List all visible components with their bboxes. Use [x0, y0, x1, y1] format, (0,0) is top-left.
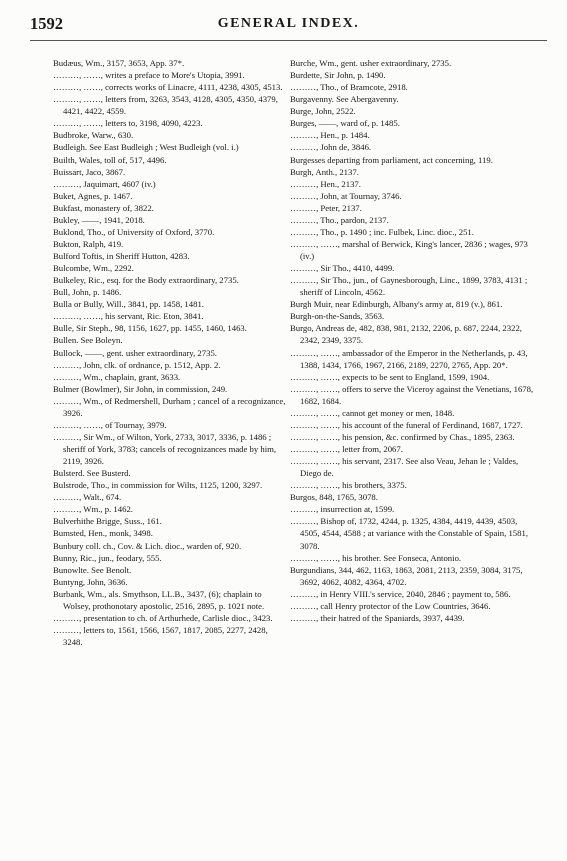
index-entry: Burgh Muir, near Edinburgh, Albany's army at, 819 (v.), 861. — [290, 299, 503, 310]
index-entry: Bunbury coll. ch., Cov. & Lich. dioc., warden of, 920. — [53, 540, 242, 551]
index-entry: ………, ……, his servant, Ric. Eton, 3841. — [53, 311, 204, 322]
index-entry: ………, John de, 3846. — [290, 142, 372, 153]
index-entry: ………, ……, marshal of Berwick, King's lancer, 2836 ; wages, 973 (iv.) — [290, 238, 528, 261]
index-entry: ………, ……, letter from, 2067. — [290, 444, 403, 454]
index-entry: Burgundians, 344, 462, 1163, 1863, 2081, 2113, 2359, 3084, 3175, 3692, 4062, 4082, 4364, 4702. — [290, 564, 523, 587]
index-entry: ………, presentation to ch. of Arthurhede, Carlisle dioc., 3423. — [53, 612, 273, 623]
index-entry: ………, ……, expects to be sent to England, 1599, 1904. — [290, 371, 490, 382]
index-entry: ………, Jaquimart, 4607 (iv.) — [53, 178, 156, 189]
index-entry: ………, ……, his brother. See Fonseca, Antonio. — [290, 552, 462, 563]
index-entry: Bunny, Ric., jun., feodary, 555. — [53, 552, 162, 563]
index-entry: Burgavenny. See Abergavenny. — [290, 94, 399, 105]
index-entry: ………, letters to, 1561, 1566, 1567, 1817, 2085, 2277, 2428, 3248. — [53, 624, 268, 647]
index-entry: Bumsted, Hen., monk, 3498. — [53, 528, 153, 539]
index-entry: ………, John, clk. of ordnance, p. 1512, App. 2. — [53, 359, 221, 370]
index-entry: Bulle, Sir Steph., 98, 1156, 1627, pp. 1455, 1460, 1463. — [53, 323, 247, 334]
index-entry: Bullen. See Boleyn. — [53, 335, 123, 346]
index-entry: ………, ……, his account of the funeral of Ferdinand, 1687, 1727. — [290, 419, 523, 430]
index-entry: ………, in Henry VIII.'s service, 2040, 2846 ; payment to, 586. — [290, 588, 511, 599]
index-entry: Bulla or Bully, Will., 3841, pp. 1458, 1481. — [53, 299, 204, 310]
index-entry: Burge, John, 2522. — [290, 106, 356, 117]
index-entry: ………, ……, of Tournay, 3979. — [53, 419, 167, 430]
index-entry: ………, Tho., of Bramcote, 2918. — [290, 82, 408, 93]
index-entry: ………, ……, his pension, &c. confirmed by Chas., 1895, 2363. — [290, 431, 515, 442]
index-entry: Bulford Toftis, in Sheriff Hutton, 4283. — [53, 251, 190, 261]
index-entry: ………, ……, letters to, 3198, 4090, 4223. — [53, 118, 203, 129]
index-entry: Burgh-on-the-Sands, 3563. — [290, 311, 385, 322]
index-entry: ………, Peter, 2137. — [290, 202, 362, 213]
index-entry: Bulstrode, Tho., in commission for Wilts, 1125, 1200, 3297. — [53, 480, 263, 491]
index-entry: ………, ……, ambassador of the Emperor in the Netherlands, p. 43, 1388, 1434, 1766, 1967, 2166, 2189, 2270, 2765, App. 20*. — [290, 347, 528, 370]
index-entry: Burche, Wm., gent. usher extraordinary, 2735. — [290, 58, 452, 68]
page-number: 1592 — [30, 14, 63, 33]
index-entry: Burbank, Wm., als. Smythson, LL.B., 3437, (6); chaplain to Wolsey, prothonotary apostolic, 2516, 2895, p. 1021 note. — [53, 588, 265, 611]
index-entry: Burges, ——, ward of, p. 1485. — [290, 118, 400, 129]
index-entry: Bukfast, monastery of, 3822. — [53, 202, 154, 213]
index-entry: ………, Bishop of, 1732, 4244, p. 1325, 4384, 4419, 4439, 4503, 4505, 4544, 4588 ; at variance with the Constable of Spain, 1581, 3078. — [290, 516, 529, 551]
index-entry: ………, insurrection at, 1599. — [290, 504, 395, 515]
index-entry: Bunowlte. See Benolt. — [53, 564, 132, 575]
right-column — [290, 57, 536, 624]
index-entry: ………, Hen., 2137. — [290, 178, 361, 189]
index-entry: ………, Wm., p. 1462. — [53, 504, 133, 515]
index-entry: ………, ……, his brothers, 3375. — [290, 480, 407, 491]
index-entry: Buklond, Tho., of University of Oxford, 3770. — [53, 226, 215, 237]
page-header — [30, 14, 547, 40]
index-entry: Builth, Wales, toll of, 517, 4496. — [53, 154, 167, 165]
index-entry: Bullock, ——, gent. usher extraordinary, 2735. — [53, 347, 217, 358]
index-entry: ………, Wm., chaplain, grant, 3633. — [53, 371, 181, 382]
index-entry: ………, Sir Tho., 4410, 4499. — [290, 263, 395, 274]
index-entry: ………, John, at Tournay, 3746. — [290, 190, 402, 201]
index-entry: Bulcombe, Wm., 2292. — [53, 263, 134, 274]
index-entry: ………, Sir Tho., jun., of Gaynesborough, Linc., 1899, 3783, 4131 ; sheriff of Lincoln, 4562. — [290, 275, 528, 298]
index-entry: Burgo, Andreas de, 482, 838, 981, 2132, 2206, p. 687, 2244, 2322, 2342, 2349, 3375. — [290, 323, 522, 346]
index-entry: Buntyng, John, 3636. — [53, 576, 128, 587]
index-entry: ………, their hatred of the Spaniards, 3937, 4439. — [290, 612, 465, 623]
index-entry: Budæus, Wm., 3157, 3653, App. 37*. — [53, 58, 185, 68]
left-column — [53, 57, 287, 648]
index-entry: ………, Tho., p. 1490 ; inc. Fulbek, Linc. dioc., 251. — [290, 226, 474, 237]
index-entry: Buissart, Jaco, 3867. — [53, 166, 126, 177]
index-entry: Bukley, ——, 1941, 2018. — [53, 214, 145, 225]
page-title: GENERAL INDEX. — [217, 16, 360, 31]
index-entry: ………, ……, offers to serve the Viceroy against the Venetians, 1678, 1682, 1684. — [290, 383, 534, 406]
index-entry: ………, Tho., pardon, 2137. — [290, 214, 389, 225]
index-entry: Burgesses departing from parliament, act concerning, 119. — [290, 154, 493, 165]
index-entry: ………, Sir Wm., of Wilton, York, 2733, 3017, 3336, p. 1486 ; sheriff of York, 3783; cancels of recognizances made by him, 2119, 3926. — [53, 431, 277, 467]
index-entry: ………, ……, corrects works of Linacre, 4111, 4238, 4305, 4513. — [53, 82, 283, 93]
index-entry: ………, ……, letters from, 3263, 3543, 4128, 4305, 4350, 4379, 4421, 4422, 4559. — [53, 94, 278, 117]
index-entry: Bulverhithe Brigge, Suss., 161. — [53, 516, 162, 527]
index-entry: Bulkeley, Ric., esq. for the Body extraordinary, 2735. — [53, 275, 239, 286]
index-entry: ………, Hen., p. 1484. — [290, 130, 370, 141]
header-rule — [30, 40, 547, 41]
index-entry: ………, ……, his servant, 2317. See also Veau, Jehan le ; Valdes, Diego de. — [290, 456, 519, 479]
index-entry: Burgos, 848, 1765, 3078. — [290, 492, 378, 503]
index-entry: Buket, Agnes, p. 1467. — [53, 190, 133, 201]
index-entry: Burdette, Sir John, p. 1490. — [290, 70, 386, 81]
index-entry: ………, Wm., of Redmershell, Durham ; cancel of a recognizance, 3926. — [53, 395, 286, 418]
index-entry: Bukton, Ralph, 419. — [53, 238, 124, 249]
index-entry: ………, ……, writes a preface to More's Utopia, 3991. — [53, 70, 245, 81]
index-entry: Burgh, Anth., 2137. — [290, 166, 359, 177]
index-entry: Bulsterd. See Busterd. — [53, 468, 131, 479]
index-entry: Bull, John, p. 1486. — [53, 287, 122, 298]
index-entry: ………, Walt., 674. — [53, 492, 122, 503]
index-entry: ………, call Henry protector of the Low Countries, 3646. — [290, 600, 491, 611]
index-entry: Budbroke, Warw., 630. — [53, 130, 134, 141]
index-entry: Budleigh. See East Budleigh ; West Budleigh (vol. i.) — [53, 142, 239, 153]
index-entry: Bulmer (Bowlmer), Sir John, in commission, 249. — [53, 383, 228, 394]
index-entry: ………, ……, cannot get money or men, 1848. — [290, 407, 455, 418]
